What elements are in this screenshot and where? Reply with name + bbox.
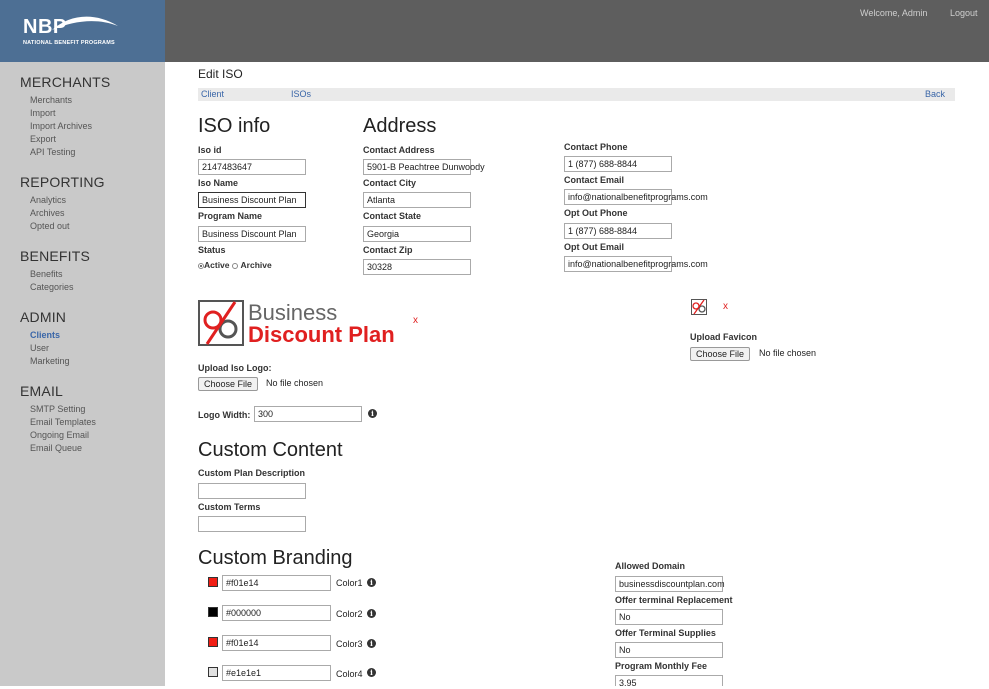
sidebar-item-api-testing[interactable]: API Testing bbox=[30, 147, 76, 157]
color3-field[interactable]: #f01e14 bbox=[222, 635, 331, 651]
upload-logo-label: Upload Iso Logo: bbox=[198, 363, 272, 373]
logo-width-label: Logo Width: bbox=[198, 410, 251, 420]
address-heading: Address bbox=[363, 115, 437, 137]
color3-info-icon[interactable]: i bbox=[367, 639, 376, 648]
color2-info-icon[interactable]: i bbox=[367, 609, 376, 618]
custom-terms-field[interactable] bbox=[198, 516, 306, 532]
status-archive-radio[interactable] bbox=[232, 263, 238, 269]
custom-plan-description-label: Custom Plan Description bbox=[198, 468, 306, 478]
sidebar-item-opted-out[interactable]: Opted out bbox=[30, 221, 70, 231]
sidebar-item-import-archives[interactable]: Import Archives bbox=[30, 121, 93, 131]
program-name-field[interactable]: Business Discount Plan bbox=[198, 226, 306, 242]
page-title: Edit ISO bbox=[198, 67, 243, 81]
terminal-replacement-field[interactable]: No bbox=[615, 609, 723, 625]
sidebar-heading-admin: ADMIN bbox=[20, 309, 67, 325]
contact-phone-label: Contact Phone bbox=[564, 142, 628, 152]
brand-line-2: Discount Plan bbox=[248, 322, 395, 347]
terminal-replacement-label: Offer terminal Replacement bbox=[615, 595, 733, 605]
sidebar-item-export[interactable]: Export bbox=[30, 134, 57, 144]
welcome-text: Welcome, Admin bbox=[860, 8, 928, 18]
status-active-radio[interactable] bbox=[198, 263, 204, 269]
sidebar-heading-email: EMAIL bbox=[20, 383, 64, 399]
color2-swatch[interactable] bbox=[208, 607, 218, 617]
iso-logo-preview bbox=[198, 298, 403, 348]
contact-city-field[interactable]: Atlanta bbox=[363, 192, 471, 208]
color2-label: Color2 bbox=[336, 609, 363, 619]
sidebar-heading-reporting: REPORTING bbox=[20, 174, 105, 190]
opt-out-phone-field[interactable]: 1 (877) 688-8844 bbox=[564, 223, 672, 239]
sidebar-section-email bbox=[20, 383, 96, 455]
color1-info-icon[interactable]: i bbox=[367, 578, 376, 587]
brand-line-1: Business bbox=[248, 300, 338, 325]
sidebar-section-merchants bbox=[20, 74, 110, 159]
custom-branding-heading: Custom Branding bbox=[198, 547, 353, 569]
color1-field[interactable]: #f01e14 bbox=[222, 575, 331, 591]
remove-favicon-icon[interactable]: x bbox=[723, 301, 728, 312]
sidebar-heading-benefits: BENEFITS bbox=[20, 248, 91, 264]
contact-state-field[interactable]: Georgia bbox=[363, 226, 471, 242]
nbp-logo[interactable] bbox=[0, 0, 165, 62]
custom-plan-description-field[interactable] bbox=[198, 483, 306, 499]
sidebar-item-categories[interactable]: Categories bbox=[30, 282, 74, 292]
contact-email-label: Contact Email bbox=[564, 175, 625, 185]
choose-favicon-button[interactable]: Choose File bbox=[690, 347, 750, 361]
contact-address-field[interactable]: 5901-B Peachtree Dunwoody bbox=[363, 159, 471, 175]
color4-field[interactable]: #e1e1e1 bbox=[222, 665, 331, 681]
status-archive-label: Archive bbox=[240, 260, 272, 270]
custom-terms-label: Custom Terms bbox=[198, 502, 261, 512]
iso-id-field[interactable]: 2147483647 bbox=[198, 159, 306, 175]
status-label: Status bbox=[198, 245, 226, 255]
custom-content-heading: Custom Content bbox=[198, 439, 343, 461]
tab-isos[interactable]: ISOs bbox=[291, 89, 312, 99]
favicon-preview-icon bbox=[691, 299, 707, 315]
monthly-fee-label: Program Monthly Fee bbox=[615, 661, 708, 671]
color2-field[interactable]: #000000 bbox=[222, 605, 331, 621]
contact-zip-label: Contact Zip bbox=[363, 245, 413, 255]
status-radio-group bbox=[198, 260, 272, 270]
opt-out-email-label: Opt Out Email bbox=[564, 242, 625, 252]
sidebar-section-benefits bbox=[20, 248, 90, 294]
color3-swatch[interactable] bbox=[208, 637, 218, 647]
back-link[interactable]: Back bbox=[925, 89, 946, 99]
color4-swatch[interactable] bbox=[208, 667, 218, 677]
breadcrumb-bar bbox=[198, 88, 955, 101]
contact-zip-field[interactable]: 30328 bbox=[363, 259, 471, 275]
contact-address-label: Contact Address bbox=[363, 145, 435, 155]
iso-id-label: Iso id bbox=[198, 145, 222, 155]
logo-subtitle: NATIONAL BENEFIT PROGRAMS bbox=[23, 40, 115, 46]
sidebar-heading-merchants: MERCHANTS bbox=[20, 74, 111, 90]
choose-logo-button[interactable]: Choose File bbox=[198, 377, 258, 391]
logout-link[interactable]: Logout bbox=[950, 8, 978, 18]
sidebar-item-archives[interactable]: Archives bbox=[30, 208, 65, 218]
sidebar-item-clients[interactable]: Clients bbox=[30, 330, 61, 340]
program-name-label: Program Name bbox=[198, 211, 263, 221]
contact-email-field[interactable]: info@nationalbenefitprograms.com bbox=[564, 189, 672, 205]
iso-name-field[interactable]: Business Discount Plan bbox=[198, 192, 306, 208]
discount-percent-icon bbox=[198, 300, 244, 346]
status-active-label: Active bbox=[204, 260, 230, 270]
color4-label: Color4 bbox=[336, 669, 363, 679]
sidebar-section-admin bbox=[20, 309, 70, 368]
color4-info-icon[interactable]: i bbox=[367, 668, 376, 677]
terminal-supplies-label: Offer Terminal Supplies bbox=[615, 628, 716, 638]
contact-city-label: Contact City bbox=[363, 178, 417, 188]
monthly-fee-field[interactable]: 3.95 bbox=[615, 675, 723, 686]
sidebar-item-smtp-setting[interactable]: SMTP Setting bbox=[30, 404, 86, 414]
sidebar-section-reporting bbox=[20, 174, 105, 233]
sidebar-item-benefits[interactable]: Benefits bbox=[30, 269, 63, 279]
contact-phone-field[interactable]: 1 (877) 688-8844 bbox=[564, 156, 672, 172]
logo-text: NBP bbox=[23, 16, 67, 38]
sidebar-item-marketing[interactable]: Marketing bbox=[30, 356, 70, 366]
sidebar-item-merchants[interactable]: Merchants bbox=[30, 95, 73, 105]
sidebar-item-import[interactable]: Import bbox=[30, 108, 56, 118]
sidebar bbox=[0, 62, 165, 686]
favicon-file-status: No file chosen bbox=[759, 348, 817, 358]
terminal-supplies-field[interactable]: No bbox=[615, 642, 723, 658]
logo-width-info-icon[interactable]: i bbox=[368, 409, 377, 418]
allowed-domain-label: Allowed Domain bbox=[615, 561, 686, 571]
sidebar-item-analytics[interactable]: Analytics bbox=[30, 195, 67, 205]
sidebar-item-user[interactable]: User bbox=[30, 343, 50, 353]
sidebar-item-email-templates[interactable]: Email Templates bbox=[30, 417, 96, 427]
sidebar-item-ongoing-email[interactable]: Ongoing Email bbox=[30, 430, 90, 440]
color1-swatch[interactable] bbox=[208, 577, 218, 587]
logo-width-field[interactable]: 300 bbox=[254, 406, 362, 422]
logo-file-status: No file chosen bbox=[266, 378, 324, 388]
opt-out-email-field[interactable]: info@nationalbenefitprograms.com bbox=[564, 256, 672, 272]
remove-logo-icon[interactable]: x bbox=[413, 315, 418, 326]
color1-label: Color1 bbox=[336, 578, 363, 588]
tab-client[interactable]: Client bbox=[201, 89, 225, 99]
color3-label: Color3 bbox=[336, 639, 363, 649]
upload-favicon-label: Upload Favicon bbox=[690, 332, 758, 342]
contact-state-label: Contact State bbox=[363, 211, 422, 221]
allowed-domain-field[interactable]: businessdiscountplan.com bbox=[615, 576, 723, 592]
opt-out-phone-label: Opt Out Phone bbox=[564, 208, 628, 218]
iso-name-label: Iso Name bbox=[198, 178, 239, 188]
top-header bbox=[0, 0, 989, 62]
main-content bbox=[165, 62, 989, 686]
sidebar-item-email-queue[interactable]: Email Queue bbox=[30, 443, 83, 453]
iso-info-heading: ISO info bbox=[198, 115, 271, 137]
